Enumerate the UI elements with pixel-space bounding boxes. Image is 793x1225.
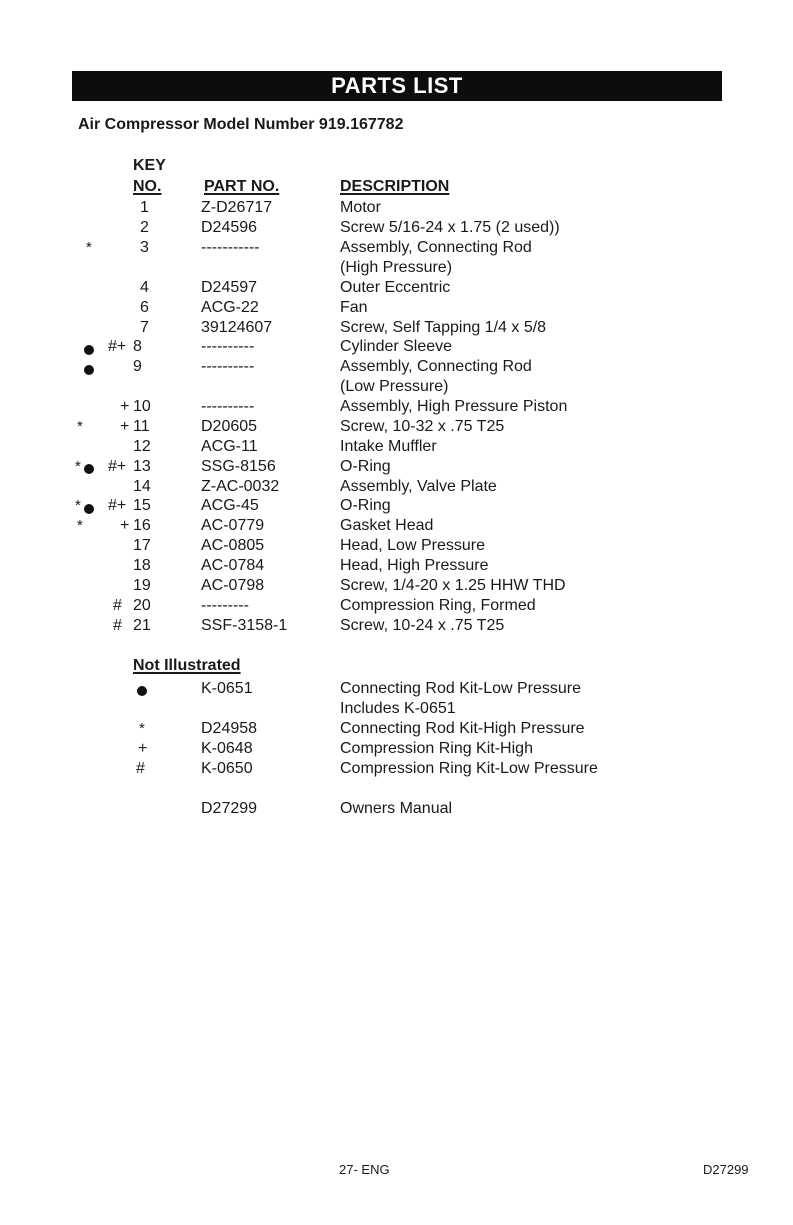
row-desc: Screw, 1/4-20 x 1.25 HHW THD	[340, 577, 566, 594]
row-symbol: #	[113, 597, 122, 614]
bullet-icon	[84, 365, 94, 375]
ni-part: D24958	[201, 720, 258, 737]
row-key: 13	[133, 458, 151, 475]
row-symbol: +	[120, 398, 130, 415]
row-desc: Outer Eccentric	[340, 279, 451, 296]
row-part: AC-0784	[201, 557, 265, 574]
row-part: D24597	[201, 279, 258, 296]
row-part: AC-0779	[201, 517, 265, 534]
row-symbol: #+	[108, 458, 127, 475]
ni-part: K-0651	[201, 680, 253, 697]
row-desc: Assembly, Valve Plate	[340, 478, 497, 495]
bullet-icon	[84, 464, 94, 474]
row-key: 16	[133, 517, 151, 534]
row-part: SSG-8156	[201, 458, 276, 475]
row-key: 17	[133, 537, 151, 554]
asterisk-mark: *	[75, 497, 81, 514]
row-part: AC-0798	[201, 577, 265, 594]
row-part: Z-AC-0032	[201, 478, 280, 495]
row-desc: Assembly, High Pressure Piston	[340, 398, 568, 415]
row-desc: Fan	[340, 299, 368, 316]
key-no-header: NO.	[133, 178, 162, 195]
bullet-icon	[137, 686, 147, 696]
bullet-icon	[84, 504, 94, 514]
not-illustrated-heading: Not Illustrated	[133, 657, 241, 674]
row-desc: Intake Muffler	[340, 438, 437, 455]
row-desc: O-Ring	[340, 458, 391, 475]
row-key: 8	[133, 338, 142, 355]
row-part: AC-0805	[201, 537, 265, 554]
asterisk-mark: *	[86, 239, 92, 256]
row-part: ----------	[201, 358, 255, 375]
row-part: ----------	[201, 338, 255, 355]
row-desc: Cylinder Sleeve	[340, 338, 453, 355]
ni-part: D27299	[201, 800, 258, 817]
row-desc: O-Ring	[340, 497, 391, 514]
row-desc-continued: (Low Pressure)	[340, 378, 449, 395]
ni-desc: Compression Ring Kit-High	[340, 740, 533, 757]
row-symbol: +	[120, 517, 130, 534]
description-header: DESCRIPTION	[340, 178, 450, 195]
row-desc: Assembly, Connecting Rod	[340, 239, 532, 256]
row-key: 21	[133, 617, 151, 634]
row-part: ACG-11	[201, 438, 258, 455]
row-part: 39124607	[201, 319, 273, 336]
asterisk-mark: *	[139, 720, 145, 737]
row-key: 15	[133, 497, 151, 514]
row-desc: Assembly, Connecting Rod	[340, 358, 532, 375]
row-part: D20605	[201, 418, 258, 435]
row-desc: Screw, 10-24 x .75 T25	[340, 617, 505, 634]
row-key: 10	[133, 398, 151, 415]
asterisk-mark: *	[75, 458, 81, 475]
row-key: 4	[140, 279, 149, 296]
bullet-icon	[84, 345, 94, 355]
document-number: D27299	[703, 1162, 749, 1177]
row-key: 19	[133, 577, 151, 594]
row-key: 12	[133, 438, 151, 455]
ni-part: K-0648	[201, 740, 253, 757]
row-key: 7	[140, 319, 149, 336]
row-key: 6	[140, 299, 149, 316]
row-key: 18	[133, 557, 151, 574]
row-desc: Gasket Head	[340, 517, 434, 534]
row-key: 2	[140, 219, 149, 236]
row-key: 3	[140, 239, 149, 256]
row-part: SSF-3158-1	[201, 617, 288, 634]
parts-list-banner: PARTS LIST	[72, 71, 722, 101]
hash-mark: #	[136, 760, 145, 777]
row-symbol: #+	[108, 338, 127, 355]
row-desc: Head, High Pressure	[340, 557, 489, 574]
row-part: ACG-45	[201, 497, 259, 514]
asterisk-mark: *	[77, 517, 83, 534]
page-number: 27- ENG	[339, 1162, 390, 1177]
row-desc: Screw, 10-32 x .75 T25	[340, 418, 505, 435]
ni-desc-continued: Includes K-0651	[340, 700, 456, 717]
row-part: ----------	[201, 398, 255, 415]
row-part: Z-D26717	[201, 199, 273, 216]
row-desc: Head, Low Pressure	[340, 537, 485, 554]
row-key: 11	[133, 418, 150, 435]
asterisk-mark: *	[77, 418, 83, 435]
row-key: 9	[133, 358, 142, 375]
row-part: -----------	[201, 239, 260, 256]
row-symbol: +	[120, 418, 130, 435]
row-symbol: #+	[108, 497, 127, 514]
row-part: ACG-22	[201, 299, 259, 316]
ni-part: K-0650	[201, 760, 253, 777]
ni-desc: Connecting Rod Kit-Low Pressure	[340, 680, 582, 697]
key-header-top: KEY	[133, 157, 166, 174]
part-no-header: PART NO.	[204, 178, 280, 195]
row-key: 20	[133, 597, 151, 614]
plus-mark: +	[138, 740, 148, 757]
row-desc: Compression Ring, Formed	[340, 597, 536, 614]
model-number-line: Air Compressor Model Number 919.167782	[78, 116, 404, 133]
row-symbol: #	[113, 617, 122, 634]
row-key: 1	[140, 199, 149, 216]
row-key: 14	[133, 478, 151, 495]
row-desc-continued: (High Pressure)	[340, 259, 453, 276]
ni-desc: Owners Manual	[340, 800, 453, 817]
row-part: D24596	[201, 219, 258, 236]
row-part: ---------	[201, 597, 249, 614]
ni-desc: Connecting Rod Kit-High Pressure	[340, 720, 585, 737]
ni-desc: Compression Ring Kit-Low Pressure	[340, 760, 598, 777]
row-desc: Screw 5/16-24 x 1.75 (2 used))	[340, 219, 560, 236]
row-desc: Screw, Self Tapping 1/4 x 5/8	[340, 319, 547, 336]
row-desc: Motor	[340, 199, 381, 216]
